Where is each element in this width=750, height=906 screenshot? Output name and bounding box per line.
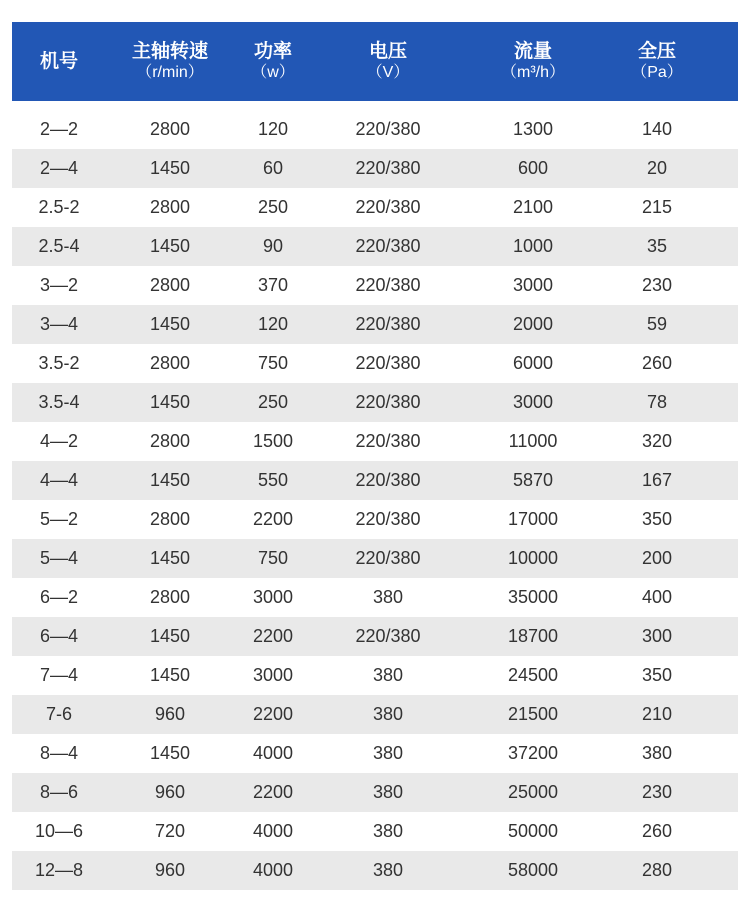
cell-power: 2200: [252, 509, 294, 529]
cell-model-number: 4—4: [39, 470, 79, 490]
cell-voltage: 380: [372, 821, 404, 841]
cell-power: 4000: [252, 743, 294, 763]
cell-voltage: 220/380: [355, 197, 421, 217]
cell-model-number: 3—4: [39, 314, 79, 334]
cell-total-pressure: 167: [641, 470, 673, 490]
cell-total-pressure: 78: [646, 392, 668, 412]
cell-power: 750: [257, 548, 289, 568]
header-label: 机号: [39, 50, 78, 72]
cell-spindle-speed: 2800: [149, 353, 191, 373]
cell-voltage: 380: [372, 743, 404, 763]
cell-flow-rate: 37200: [507, 743, 559, 763]
table-row: [12, 110, 738, 149]
cell-flow-rate: 2000: [512, 314, 554, 334]
cell-total-pressure: 210: [641, 704, 673, 724]
cell-voltage: 380: [372, 665, 404, 685]
table-row: [12, 266, 738, 305]
cell-voltage: 220/380: [355, 431, 421, 451]
cell-flow-rate: 600: [517, 158, 549, 178]
cell-model-number: 2—2: [39, 119, 79, 139]
header-unit: （Pa）: [631, 63, 683, 81]
cell-model-number: 10—6: [34, 821, 84, 841]
cell-power: 250: [257, 392, 289, 412]
cell-power: 250: [257, 197, 289, 217]
table-row: [12, 734, 738, 773]
cell-flow-rate: 50000: [507, 821, 559, 841]
cell-voltage: 380: [372, 782, 404, 802]
cell-voltage: 380: [372, 860, 404, 880]
cell-voltage: 220/380: [355, 119, 421, 139]
header-unit: （r/min）: [136, 63, 204, 81]
table-row: [12, 188, 738, 227]
cell-total-pressure: 230: [641, 782, 673, 802]
table-row: [12, 149, 738, 188]
cell-flow-rate: 3000: [512, 392, 554, 412]
cell-power: 2200: [252, 704, 294, 724]
header-unit: （w）: [251, 63, 295, 81]
cell-flow-rate: 3000: [512, 275, 554, 295]
table-row: [12, 539, 738, 578]
header-total-pressure: [602, 22, 712, 101]
cell-model-number: 6—4: [39, 626, 79, 646]
cell-spindle-speed: 2800: [149, 431, 191, 451]
cell-model-number: 4—2: [39, 431, 79, 451]
cell-flow-rate: 1000: [512, 236, 554, 256]
cell-total-pressure: 230: [641, 275, 673, 295]
header-unit: （V）: [366, 63, 410, 81]
cell-model-number: 8—4: [39, 743, 79, 763]
cell-model-number: 12—8: [34, 860, 84, 880]
header-label: 电压: [368, 40, 407, 62]
table-row: [12, 227, 738, 266]
cell-model-number: 2.5-2: [38, 197, 80, 217]
cell-flow-rate: 1300: [512, 119, 554, 139]
cell-flow-rate: 21500: [507, 704, 559, 724]
cell-power: 2200: [252, 626, 294, 646]
table-row: [12, 578, 738, 617]
cell-total-pressure: 140: [641, 119, 673, 139]
cell-power: 4000: [252, 821, 294, 841]
cell-spindle-speed: 960: [154, 860, 186, 880]
cell-total-pressure: 20: [646, 158, 668, 178]
cell-model-number: 2—4: [39, 158, 79, 178]
cell-spindle-speed: 2800: [149, 587, 191, 607]
cell-voltage: 220/380: [355, 158, 421, 178]
cell-model-number: 3—2: [39, 275, 79, 295]
cell-voltage: 220/380: [355, 548, 421, 568]
cell-flow-rate: 35000: [507, 587, 559, 607]
cell-spindle-speed: 1450: [149, 314, 191, 334]
cell-power: 2200: [252, 782, 294, 802]
cell-model-number: 3.5-2: [38, 353, 80, 373]
cell-spindle-speed: 1450: [149, 665, 191, 685]
cell-total-pressure: 380: [641, 743, 673, 763]
table-row: [12, 305, 738, 344]
table-row: [12, 461, 738, 500]
cell-spindle-speed: 1450: [149, 158, 191, 178]
cell-voltage: 220/380: [355, 626, 421, 646]
header-spindle-speed: [106, 22, 234, 101]
table-row: [12, 344, 738, 383]
cell-flow-rate: 18700: [507, 626, 559, 646]
cell-power: 120: [257, 314, 289, 334]
cell-spindle-speed: 720: [154, 821, 186, 841]
table-body: [12, 110, 738, 890]
cell-spindle-speed: 1450: [149, 626, 191, 646]
header-label: 功率: [253, 40, 292, 62]
cell-model-number: 6—2: [39, 587, 79, 607]
cell-total-pressure: 300: [641, 626, 673, 646]
cell-flow-rate: 5870: [512, 470, 554, 490]
cell-flow-rate: 58000: [507, 860, 559, 880]
table-row: [12, 617, 738, 656]
cell-spindle-speed: 1450: [149, 392, 191, 412]
cell-model-number: 7-6: [45, 704, 72, 724]
cell-voltage: 220/380: [355, 314, 421, 334]
table-row: [12, 422, 738, 461]
header-label: 主轴转速: [131, 40, 208, 62]
cell-total-pressure: 200: [641, 548, 673, 568]
cell-total-pressure: 35: [646, 236, 668, 256]
cell-power: 750: [257, 353, 289, 373]
table-row: [12, 773, 738, 812]
cell-total-pressure: 260: [641, 821, 673, 841]
cell-spindle-speed: 960: [154, 704, 186, 724]
cell-voltage: 220/380: [355, 392, 421, 412]
table-row: [12, 656, 738, 695]
cell-spindle-speed: 1450: [149, 470, 191, 490]
cell-flow-rate: 6000: [512, 353, 554, 373]
cell-spindle-speed: 1450: [149, 548, 191, 568]
table-row: [12, 383, 738, 422]
cell-spindle-speed: 2800: [149, 275, 191, 295]
cell-model-number: 5—2: [39, 509, 79, 529]
cell-power: 370: [257, 275, 289, 295]
table-row: [12, 851, 738, 890]
table-row: [12, 812, 738, 851]
cell-voltage: 220/380: [355, 353, 421, 373]
cell-total-pressure: 400: [641, 587, 673, 607]
cell-model-number: 8—6: [39, 782, 79, 802]
cell-spindle-speed: 2800: [149, 197, 191, 217]
cell-total-pressure: 280: [641, 860, 673, 880]
spec-table: [12, 22, 738, 890]
cell-spindle-speed: 2800: [149, 509, 191, 529]
cell-spindle-speed: 1450: [149, 236, 191, 256]
cell-total-pressure: 350: [641, 509, 673, 529]
cell-power: 120: [257, 119, 289, 139]
header-label: 流量: [513, 40, 552, 62]
table-row: [12, 695, 738, 734]
cell-flow-rate: 10000: [507, 548, 559, 568]
cell-voltage: 380: [372, 704, 404, 724]
cell-voltage: 380: [372, 587, 404, 607]
cell-voltage: 220/380: [355, 470, 421, 490]
cell-spindle-speed: 1450: [149, 743, 191, 763]
header-voltage: [312, 22, 464, 101]
cell-voltage: 220/380: [355, 236, 421, 256]
table-header: [12, 22, 738, 101]
cell-model-number: 2.5-4: [38, 236, 80, 256]
cell-power: 3000: [252, 665, 294, 685]
header-flow-rate: [464, 22, 602, 101]
cell-total-pressure: 350: [641, 665, 673, 685]
header-model-number: [12, 22, 106, 101]
cell-power: 4000: [252, 860, 294, 880]
cell-power: 1500: [252, 431, 294, 451]
cell-model-number: 7—4: [39, 665, 79, 685]
cell-total-pressure: 320: [641, 431, 673, 451]
cell-flow-rate: 2100: [512, 197, 554, 217]
cell-flow-rate: 24500: [507, 665, 559, 685]
cell-total-pressure: 260: [641, 353, 673, 373]
cell-power: 60: [262, 158, 284, 178]
header-label: 全压: [637, 40, 676, 62]
table-row: [12, 500, 738, 539]
cell-model-number: 5—4: [39, 548, 79, 568]
cell-flow-rate: 25000: [507, 782, 559, 802]
cell-power: 3000: [252, 587, 294, 607]
cell-power: 90: [262, 236, 284, 256]
cell-voltage: 220/380: [355, 509, 421, 529]
cell-voltage: 220/380: [355, 275, 421, 295]
cell-power: 550: [257, 470, 289, 490]
cell-spindle-speed: 2800: [149, 119, 191, 139]
cell-flow-rate: 17000: [507, 509, 559, 529]
cell-flow-rate: 11000: [508, 431, 558, 451]
header-power: [234, 22, 312, 101]
header-unit: （m³/h）: [500, 63, 565, 81]
cell-model-number: 3.5-4: [38, 392, 80, 412]
cell-total-pressure: 59: [646, 314, 668, 334]
cell-spindle-speed: 960: [154, 782, 186, 802]
cell-total-pressure: 215: [641, 197, 673, 217]
